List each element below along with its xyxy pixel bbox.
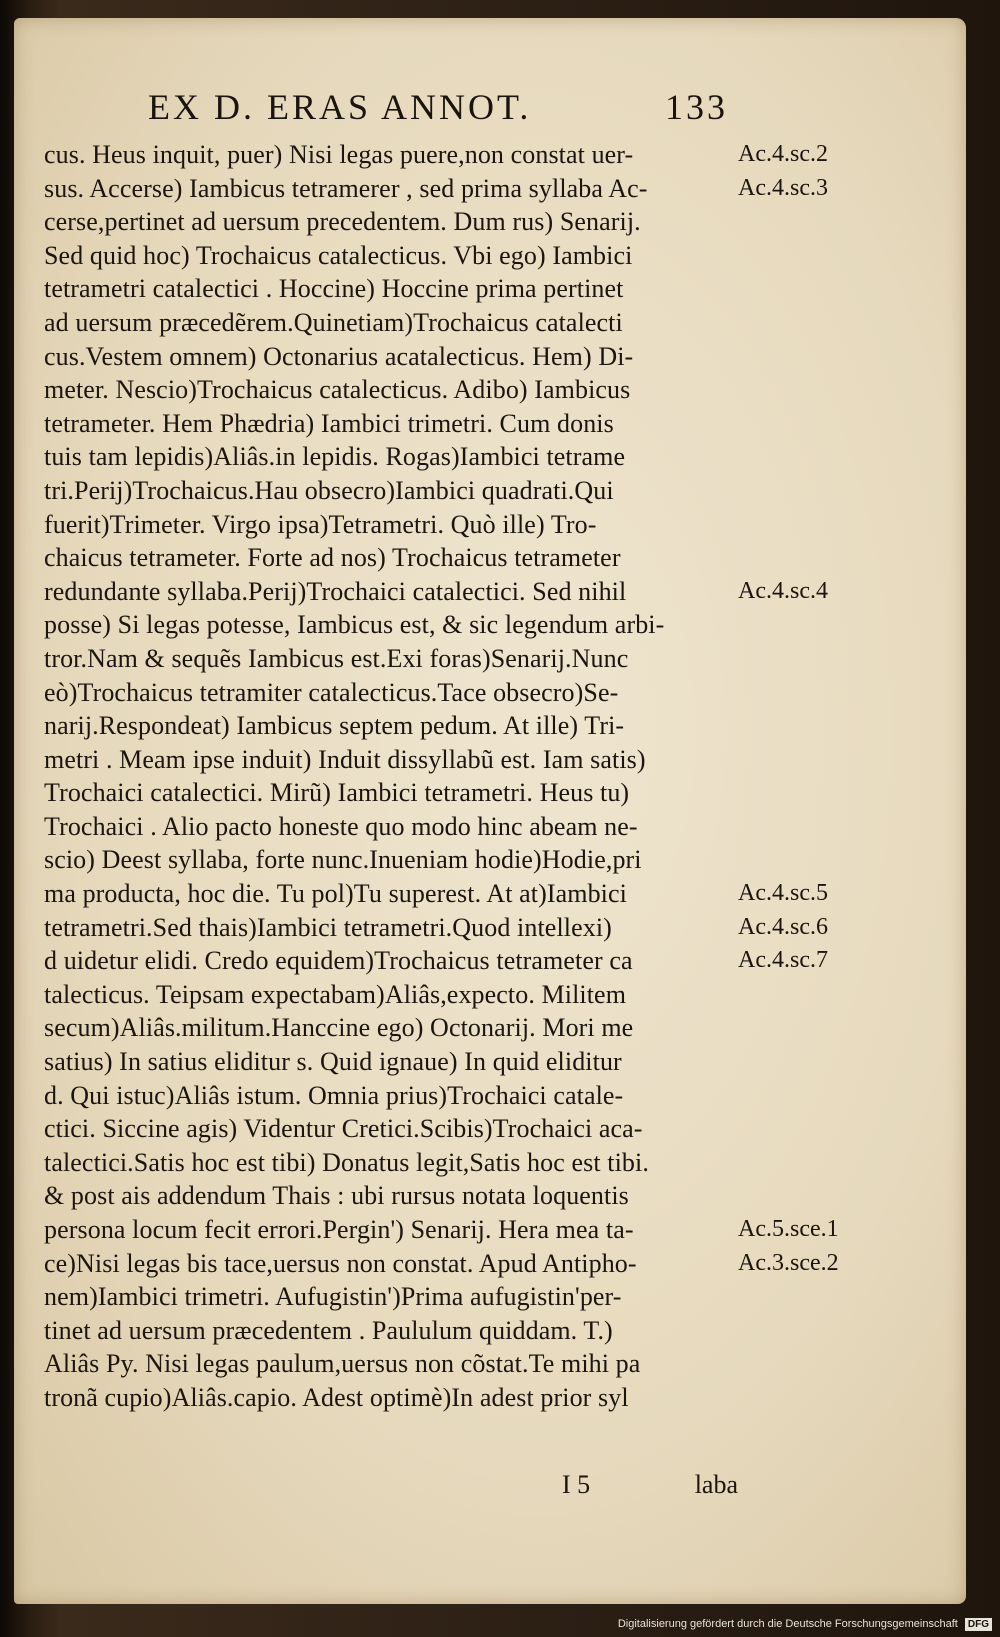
text-line: cus.Vestem omnem) Octonarius acatalecticus. Hem) Di- [44, 341, 634, 371]
text-line: ad uersum præcedẽrem.Quinetiam)Trochaicus catalecti [44, 307, 623, 337]
margin-note: Ac.4.sc.7 [738, 947, 828, 974]
page-footer [44, 1470, 744, 1506]
digitization-credit [618, 1615, 992, 1633]
text-line: tri.Perij)Trochaicus.Hau obsecro)Iambici quadrati.Qui [44, 475, 614, 505]
text-line: posse) Si legas potesse, Iambicus est, & sic legendum arbi- [44, 610, 665, 640]
text-line: nem)Iambici trimetri. Aufugistin')Prima aufugistin'per- [44, 1282, 622, 1312]
text-line: Aliâs Py. Nisi legas paulum,uersus non cõstat.Te mihi pa [44, 1349, 641, 1379]
text-line: d uidetur elidi. Credo equidem)Trochaicus tetrameter ca [44, 946, 633, 976]
text-line: secum)Aliâs.militum.Hanccine ego) Octonarij. Mori me [44, 1013, 634, 1043]
text-line: persona locum fecit errori.Pergin') Senarij. Hera mea ta- [44, 1215, 634, 1244]
text-line: Sed quid hoc) Trochaicus catalecticus. Vbi ego) Iambici [44, 240, 633, 270]
text-line: Trochaici . Alio pacto honeste quo modo hinc abeam ne- [44, 811, 638, 841]
dfg-logo: DFG [965, 1618, 992, 1631]
text-line: tetrametri catalectici . Hoccine) Hoccine prima pertinet [44, 274, 624, 304]
catchword: laba [694, 1470, 738, 1499]
text-line: talecticus. Teipsam expectabam)Aliâs,expecto. Militem [44, 979, 627, 1009]
text-line: tuis tam lepidis)Aliâs.in lepidis. Rogas)Iambici tetrame [44, 442, 626, 472]
text-line: ma producta, hoc die. Tu pol)Tu superest. At at)Iambici [44, 879, 627, 909]
text-line: cerse,pertinet ad uersum precedentem. Dum rus) Senarij. [44, 207, 641, 237]
margin-note: Ac.4.sc.4 [738, 577, 828, 604]
text-line: metri . Meam ipse induit) Induit dissyllabũ est. Iam satis) [44, 744, 646, 774]
text-line: tror.Nam & sequẽs Iambicus est.Exi foras)Senarij.Nunc [44, 643, 629, 673]
text-line: tetrameter. Hem Phædria) Iambici trimetri. Cum donis [44, 408, 614, 438]
text-line: tetrametri.Sed thais)Iambici tetrametri.Quod intellexi) [44, 912, 612, 942]
margin-note: Ac.5.sce.1 [738, 1216, 839, 1243]
text-line: ctici. Siccine agis) Videntur Cretici.Scibis)Trochaici aca- [44, 1114, 643, 1144]
signature-mark: I 5 [562, 1470, 591, 1499]
margin-note: Ac.4.sc.5 [738, 880, 828, 907]
text-line: cus. Heus inquit, puer) Nisi legas puere,non constat uer- [44, 140, 634, 169]
body-text [44, 138, 744, 1415]
text-line: Trochaici catalectici. Mirũ) Iambici tetrametri. Heus tu) [44, 778, 630, 808]
text-line: satius) In satius eliditur s. Quid ignaue) In quid eliditur [44, 1047, 622, 1077]
margin-note: Ac.4.sc.6 [738, 913, 828, 940]
text-line: d. Qui istuc)Aliâs istum. Omnia prius)Trochaici catale- [44, 1080, 624, 1110]
text-line: eò)Trochaicus tetramiter catalecticus.Tace obsecro)Se- [44, 677, 619, 707]
credit-text: Digitalisierung gefördert durch die Deutsche Forschungsgemeinschaft [617, 1618, 958, 1630]
text-line: fuerit)Trimeter. Virgo ipsa)Tetrametri. Quò ille) Tro- [44, 509, 597, 539]
text-line: & post ais addendum Thais : ubi rursus notata loquentis [44, 1181, 629, 1211]
text-line: talectici.Satis hoc est tibi) Donatus legit,Satis hoc est tibi. [44, 1147, 649, 1177]
text-line: meter. Nescio)Trochaicus catalecticus. Adibo) Iambicus [44, 375, 631, 405]
margin-note: Ac.4.sc.2 [738, 141, 828, 167]
text-line: chaicus tetrameter. Forte ad nos) Trochaicus tetrameter [44, 543, 621, 573]
text-line: scio) Deest syllaba, forte nunc.Inueniam hodie)Hodie,pri [44, 845, 642, 875]
running-title: EX D. ERAS ANNOT. [148, 87, 532, 127]
text-line: ce)Nisi legas bis tace,uersus non constat. Apud Antipho- [44, 1248, 637, 1278]
text-line: narij.Respondeat) Iambicus septem pedum. At ille) Tri- [44, 711, 625, 741]
margin-note: Ac.4.sc.3 [738, 174, 828, 201]
text-line: tinet ad uersum præcedentem . Paululum quiddam. T.) [44, 1315, 613, 1345]
margin-note: Ac.3.sce.2 [738, 1249, 839, 1276]
text-line: sus. Accerse) Iambicus tetramerer , sed prima syllaba Ac- [44, 173, 648, 203]
page-number: 133 [665, 87, 728, 127]
text-line: redundante syllaba.Perij)Trochaici catalectici. Sed nihil [44, 576, 627, 606]
page-header [148, 86, 728, 136]
text-line: tronã cupio)Aliâs.capio. Adest optimè)In adest prior syl [44, 1382, 629, 1412]
